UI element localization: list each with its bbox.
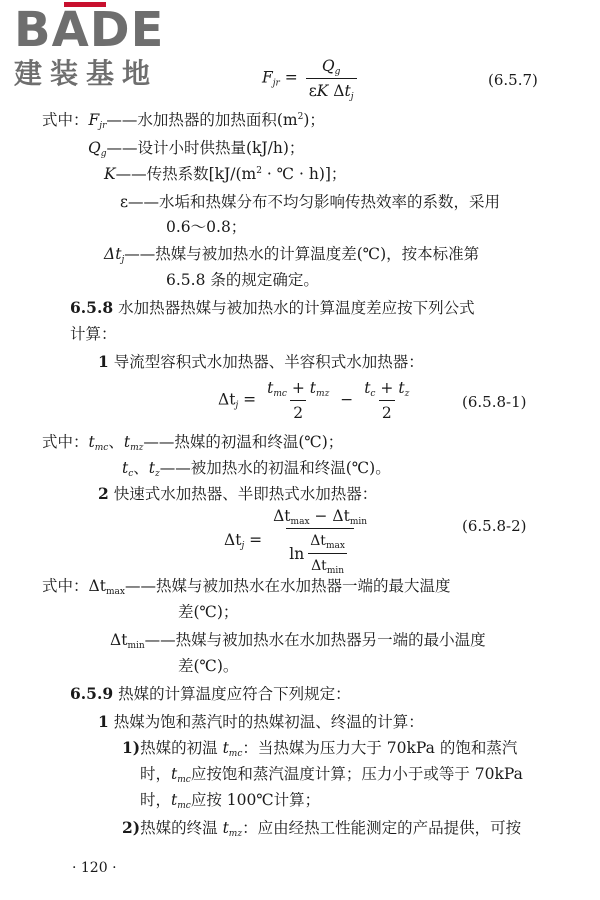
where-line-qg: $Q_g——$设计小时供热量(kJ/h)；	[88, 139, 305, 159]
section-6-5-8-cont: 计算：	[70, 325, 117, 343]
where-line-epsilon-cont: 0.6～0.8；	[166, 218, 247, 236]
logo-subtitle: 建装基地	[14, 57, 159, 90]
item-2-heading: 2 快速式水加热器、半即热式水加热器：	[98, 484, 378, 503]
where-line-fjr: 式中：$F_{jr}——$水加热器的加热面积$(m^2)$；	[42, 111, 325, 131]
section-6-5-9-heading: 6.5.9 热媒的计算温度应符合下列规定：	[70, 684, 351, 703]
where-line-dtj-cont: 6.5.8 条的规定确定。	[166, 271, 319, 289]
where-line-tmc-tmz: 式中：$t_{mc}$、$t_{mz}——$热媒的初温和终温(℃)；	[42, 433, 344, 453]
equation-6-5-7: $F_{jr}$ = $\frac{Q_g}{\varepsilon K \Delta t_j}$	[262, 56, 360, 101]
section-6-5-8-heading: 6.5.8 水加热器热媒与被加热水的计算温度差应按下列公式	[70, 298, 475, 317]
where-line-tc-tz: $t_c$、$t_z——$被加热水的初温和终温(℃)。	[122, 459, 391, 479]
paragraph-2-line-1: 2)热媒的终温 $t_{mz}$：应由经热工性能测定的产品提供，可按	[122, 818, 522, 839]
paragraph-1-line-3: 时，$t_{mc}$应按 100℃计算；	[140, 791, 321, 811]
where-line-dtj: $\Delta t_j——$热媒与被加热水的计算温度差(℃)，按本标准第	[104, 245, 480, 265]
equation-number: (6.5.8-2)	[462, 517, 527, 535]
equation-number: (6.5.7)	[488, 71, 538, 89]
item-1-heading: 1 热媒为饱和蒸汽时的热媒初温、终温的计算：	[98, 712, 424, 731]
where-line-dtmax: 式中：$\Delta t_{max}——$热媒与被加热水在水加热器一端的最大温度	[42, 577, 451, 597]
paragraph-1-line-1: 1)热媒的初温 $t_{mc}$：当热媒为压力大于 70kPa 的饱和蒸汽	[122, 738, 518, 759]
equation-6-5-8-1: $\Delta t_j$ = $\frac{t_{mc} + t_{mz}}{2}$ − $\frac{t_c + t_z}{2}$	[218, 379, 410, 422]
equation-6-5-8-2: $\Delta t_j$ = $\Delta t_{max} - \Delta t_{min}$ ln $\frac{\Delta t_{max}}{\Delta t_{min}}$	[224, 507, 368, 576]
where-line-k: K——传热系数[$kJ/(m^2$ · ℃ · h)]；	[104, 165, 347, 183]
equation-number: (6.5.8-1)	[462, 393, 527, 411]
where-line-dtmax-cont: 差(℃)；	[178, 603, 239, 621]
item-1-heading: 1 导流型容积式水加热器、半容积式水加热器：	[98, 352, 424, 371]
where-line-dtmin-cont: 差(℃)。	[178, 657, 239, 675]
logo-brand: BADE	[14, 2, 165, 58]
page-number: · 120 ·	[72, 860, 117, 876]
paragraph-1-line-2: 时，$t_{mc}$应按饱和蒸汽温度计算；压力小于或等于 70kPa	[140, 765, 523, 785]
where-line-dtmin: $\Delta t_{min}——$热媒与被加热水在水加热器另一端的最小温度	[110, 631, 486, 651]
where-line-epsilon: ε——水垢和热媒分布不均匀影响传热效率的系数，采用	[120, 193, 501, 211]
